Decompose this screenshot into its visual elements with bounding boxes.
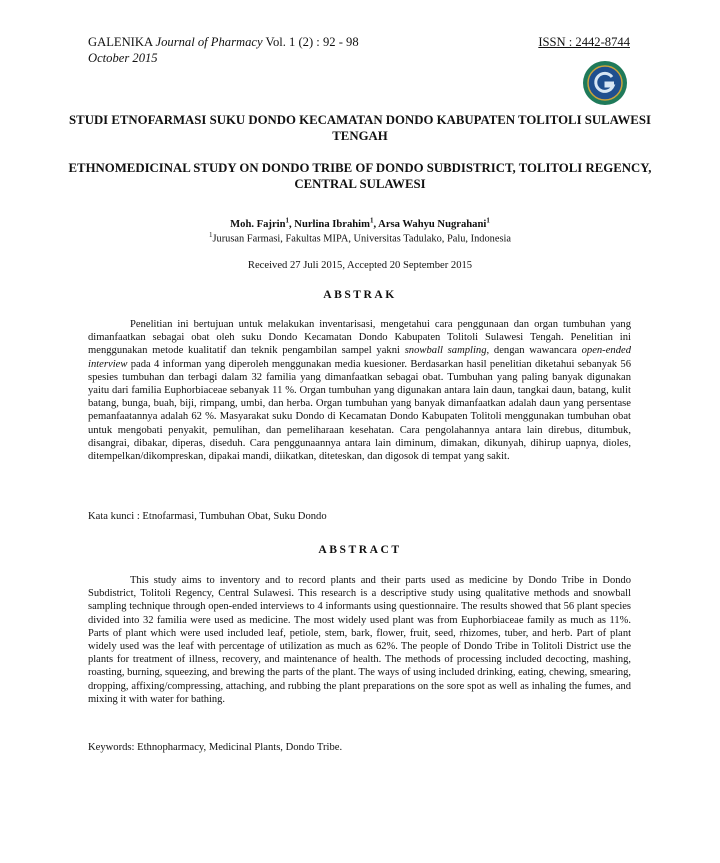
kata-kunci: Kata kunci : Etnofarmasi, Tumbuhan Obat, Suku Dondo	[88, 511, 327, 522]
author: Arsa Wahyu Nugrahani$^1$	[378, 216, 490, 230]
affiliation: $^1$Jurusan Farmasi, Fakultas MIPA, Universitas Tadulako, Palu, Indonesia	[208, 231, 512, 245]
title-english: ETHNOMEDICINAL STUDY ON DONDO TRIBE OF DONDO SUBDISTRICT, TOLITOLI REGENCY, CENTRAL SULAWESI	[68, 161, 652, 191]
issn: ISSN : 2442-8744	[538, 35, 630, 49]
journal-volume: Vol. 1 (2) : 92 - 98	[265, 35, 359, 49]
title-indonesian: STUDI ETNOFARMASI SUKU DONDO KECAMATAN DONDO KABUPATEN TOLITOLI SULAWESI TENGAH	[69, 113, 651, 143]
abstrak-body: Penelitian ini bertujuan untuk melakukan inventarisasi, mengetahui cara penggunaan dan organ tumbuhan yang dimanfaatkan sebagai obat oleh suku Dondo Kecamatan Dondo Kabupaten Tolitoli Sulawesi Tengah. Penelitian ini menggunakan metode kualitatif dan teknik pengambilan sampel yakni snowball sampling, dengan wawancara open-ended interview pada 4 informan yang diperoleh menggunakan media kuesioner. Berdasarkan hasil penelitian diketahui sebanyak 56 spesies tumbuhan dan terbagi dalam 32 familia yang dimanfaatkan sebagai obat. Tumbuhan yang paling banyak digunakan yaitu dari familia Euphorbiaceae sebanyak 11 %. Organ tumbuhan yang digunakan antara lain daun, tangkai daun, batang, kulit batang, bunga, buah, biji, rimpang, umbi, dan herba. Organ tumbuhan yang banyak dimanfaatkan adalah daun yang persentase pemanfaatannya adalah 62 %. Masyarakat suku Dondo di Kecamatan Dondo Kabupaten Tolitoli menggunakan tumbuhan obat untuk mengobati penyakit, pemulihan, dan pemeliharaan kesehatan. Cara pengolahannya antara lain direbus, ditumbuk, disangrai, dibakar, diperas, diseduh. Cara penggunaannya antara lain diminum, dimakan, dikunyah, dihirup uapnya, dioles, ditempelkan/dikompreskan, dipakai mandi, diikatkan, diteteskan, dan digosok di tempat yang sakit.	[88, 319, 632, 463]
journal-name: GALENIKA	[88, 35, 153, 49]
received-dates: Received 27 Juli 2015, Accepted 20 September 2015	[247, 260, 473, 271]
abstrak-heading: ABSTRAK	[323, 288, 397, 301]
journal-date: October 2015	[88, 51, 158, 65]
journal-title: Journal of Pharmacy	[155, 35, 263, 49]
journal-header	[88, 34, 359, 66]
author: Moh. Fajrin$^1$,	[230, 216, 295, 230]
journal-citation	[88, 34, 359, 50]
abstract-heading: ABSTRACT	[318, 543, 402, 556]
abstract-body: This study aims to inventory and to record plants and their parts used as medicine by Dondo Tribe in Dondo Subdistrict, Tolitoli Regency, Central Sulawesi. This research is a descriptive study using qualitative methods and snowball sampling technique through open-ended interviews to 4 informants using questionnaire. The results showed that 56 plant species divided into 32 familia were used as medicine. The most widely used plant was from Euphorbiaceae family as much as 11%. Parts of plant which were used included leaf, petiole, stem, bark, flower, fruit, seed, rhizomes, tuber, and herb. Part of plant widely used was the leaf with percentage of utilization as much as 62%. The people of Dondo Tribe in Tolitoli District use the plants for treatment of illness, recovery, and maintenance of health. The methods of processing included decocting, mashing, roasting, burning, squeezing, and brewing the parts of the plant. The ways of using included drinking, eating, chewing, smearing, dropping, affixing/compressing, attaching, and rubbing the plant preparations on the sore spot as well as inhaling the fumes, and mixing it with water for bathing.	[88, 575, 631, 705]
keywords: Keywords: Ethnopharmacy, Medicinal Plants, Dondo Tribe.	[88, 742, 343, 753]
journal-logo-icon	[582, 60, 628, 106]
author: Nurlina Ibrahim$^1$,	[294, 216, 379, 230]
